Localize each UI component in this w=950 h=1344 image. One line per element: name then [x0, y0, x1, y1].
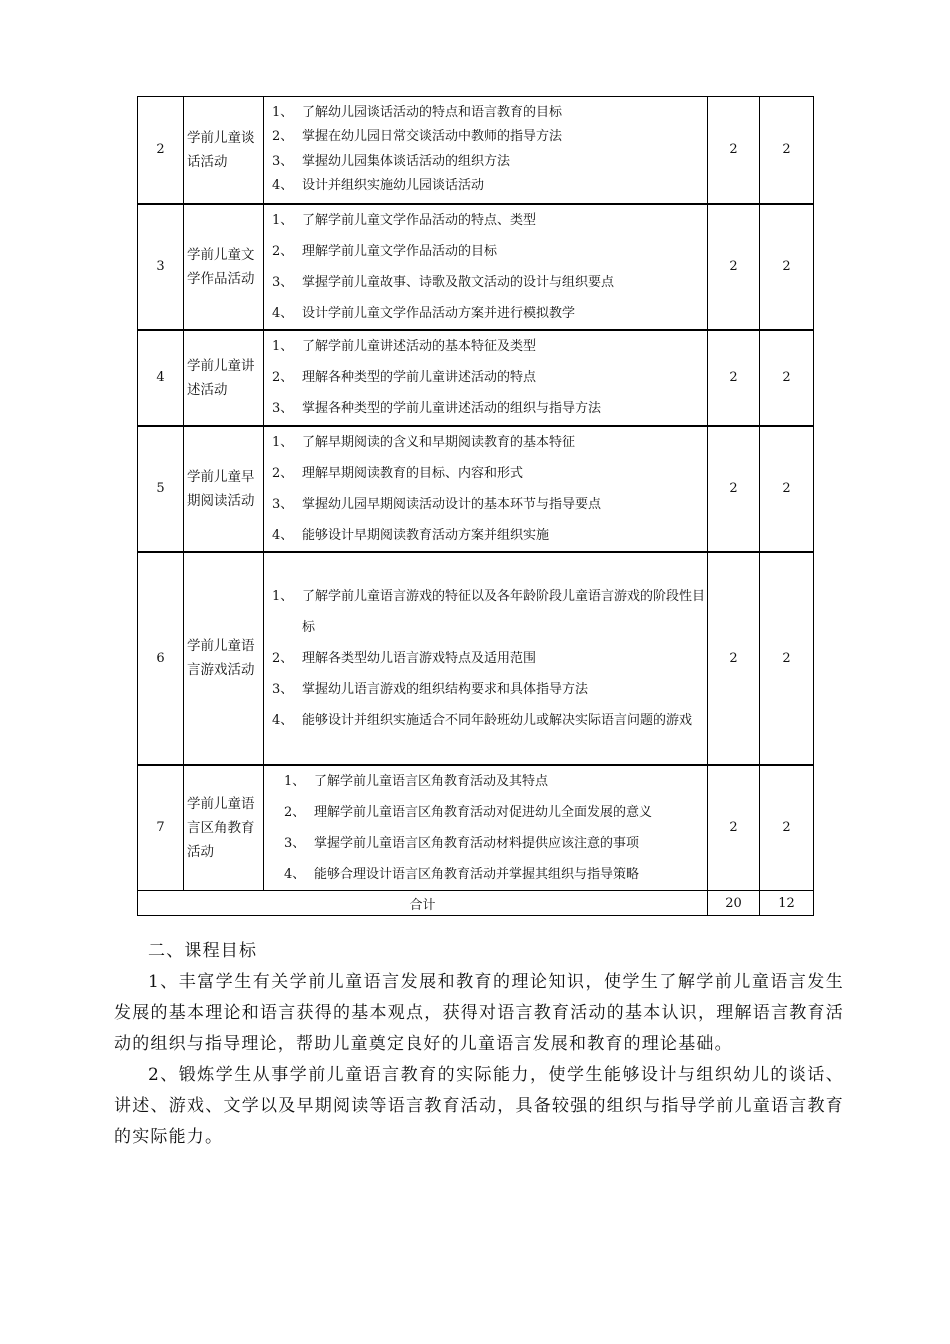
objective-item: 2、 理解各类型幼儿语言游戏特点及适用范围 — [272, 650, 537, 666]
objective-item: 4、 能够设计早期阅读教育活动方案并组织实施 — [272, 527, 550, 543]
objective-item: 1、 了解幼儿园谈话活动的特点和语言教育的目标 — [272, 104, 563, 120]
objectives-cell — [264, 97, 708, 204]
objectives-cell — [264, 204, 708, 330]
row-number: 2 — [138, 97, 184, 204]
activity-name: 学前儿童语言游戏活动 — [184, 552, 264, 765]
objectives-cell — [264, 765, 708, 891]
table-row — [138, 97, 814, 204]
hours-a: 2 — [708, 426, 760, 552]
hours-b: 2 — [760, 204, 814, 330]
activity-name: 学前儿童语言区角教育活动 — [184, 765, 264, 891]
objective-item: 1、 了解学前儿童文学作品活动的特点、类型 — [272, 212, 537, 228]
total-label: 合计 — [138, 891, 708, 916]
hours-b: 2 — [760, 552, 814, 765]
objective-item: 2、 掌握在幼儿园日常交谈活动中教师的指导方法 — [272, 129, 563, 145]
objective-item: 2、 理解早期阅读教育的目标、内容和形式 — [272, 465, 524, 481]
objective-item: 1、 了解早期阅读的含义和早期阅读教育的基本特征 — [272, 434, 576, 450]
objective-item: 2、 理解学前儿童语言区角教育活动对促进幼儿全面发展的意义 — [284, 804, 653, 820]
row-number: 7 — [138, 765, 184, 891]
table-row — [138, 204, 814, 330]
objective-item: 3、 掌握学前儿童语言区角教育活动材料提供应该注意的事项 — [284, 835, 640, 851]
objectives-cell — [264, 330, 708, 426]
objective-paragraph-2: 2、锻炼学生从事学前儿童语言教育的实际能力，使学生能够设计与组织幼儿的谈话、讲述、游戏、文学以及早期阅读等语言教育活动，具备较强的组织与指导学前儿童语言教育的实际能力。 — [114, 1065, 844, 1147]
total-hours-b: 12 — [760, 891, 814, 916]
hours-a: 2 — [708, 765, 760, 891]
table-row — [138, 552, 814, 765]
objective-item: 3、 掌握各种类型的学前儿童讲述活动的组织与指导方法 — [272, 401, 602, 416]
hours-a: 2 — [708, 97, 760, 204]
hours-b: 2 — [760, 97, 814, 204]
activity-name: 学前儿童讲述活动 — [184, 330, 264, 426]
objective-item: 3、 掌握幼儿园早期阅读活动设计的基本环节与指导要点 — [272, 496, 602, 512]
table-row — [138, 330, 814, 426]
activity-name: 学前儿童谈话活动 — [184, 97, 264, 204]
hours-a: 2 — [708, 330, 760, 426]
objective-item: 1、 了解学前儿童讲述活动的基本特征及类型 — [272, 339, 537, 354]
hours-a: 2 — [708, 204, 760, 330]
table-row — [138, 426, 814, 552]
row-number: 4 — [138, 330, 184, 426]
objective-item: 4、 能够合理设计语言区角教育活动并掌握其组织与指导策略 — [284, 866, 640, 882]
objective-item: 2、 理解各种类型的学前儿童讲述活动的特点 — [272, 370, 537, 385]
objective-item: 1、 了解学前儿童语言区角教育活动及其特点 — [284, 773, 549, 789]
total-hours-a: 20 — [708, 891, 760, 916]
objective-paragraph-1: 1、丰富学生有关学前儿童语言发展和教育的理论知识，使学生了解学前儿童语言发生发展的基本理论和语言获得的基本观点，获得对语言教育活动的基本认识，理解语言教育活动的组织与指导理论，帮助儿童奠定良好的儿童语言发展和教育的理论基础。 — [114, 972, 844, 1054]
table-row — [138, 765, 814, 891]
objective-item: 1、 了解学前儿童语言游戏的特征以及各年龄阶段儿童语言游戏的阶段性目标 — [272, 588, 706, 635]
section-heading: 二、课程目标 — [148, 941, 258, 961]
objective-item: 3、 掌握幼儿园集体谈话活动的组织方法 — [272, 153, 511, 169]
hours-b: 2 — [760, 765, 814, 891]
objective-item: 4、 设计并组织实施幼儿园谈话活动 — [272, 178, 485, 194]
course-table — [137, 96, 814, 916]
objective-item: 4、 能够设计并组织实施适合不同年龄班幼儿或解决实际语言问题的游戏 — [272, 712, 693, 728]
row-number: 3 — [138, 204, 184, 330]
activity-name: 学前儿童文学作品活动 — [184, 204, 264, 330]
row-number: 6 — [138, 552, 184, 765]
objective-item: 4、 设计学前儿童文学作品活动方案并进行模拟教学 — [272, 305, 576, 321]
hours-b: 2 — [760, 330, 814, 426]
objective-item: 2、 理解学前儿童文学作品活动的目标 — [272, 243, 498, 259]
activity-name: 学前儿童早期阅读活动 — [184, 426, 264, 552]
objective-item: 3、 掌握幼儿语言游戏的组织结构要求和具体指导方法 — [272, 681, 589, 697]
objectives-cell — [264, 426, 708, 552]
row-number: 5 — [138, 426, 184, 552]
total-row — [138, 891, 814, 916]
hours-b: 2 — [760, 426, 814, 552]
objective-item: 3、 掌握学前儿童故事、诗歌及散文活动的设计与组织要点 — [272, 274, 615, 290]
hours-a: 2 — [708, 552, 760, 765]
objectives-cell — [264, 552, 708, 765]
course-objectives-section — [114, 936, 844, 1153]
